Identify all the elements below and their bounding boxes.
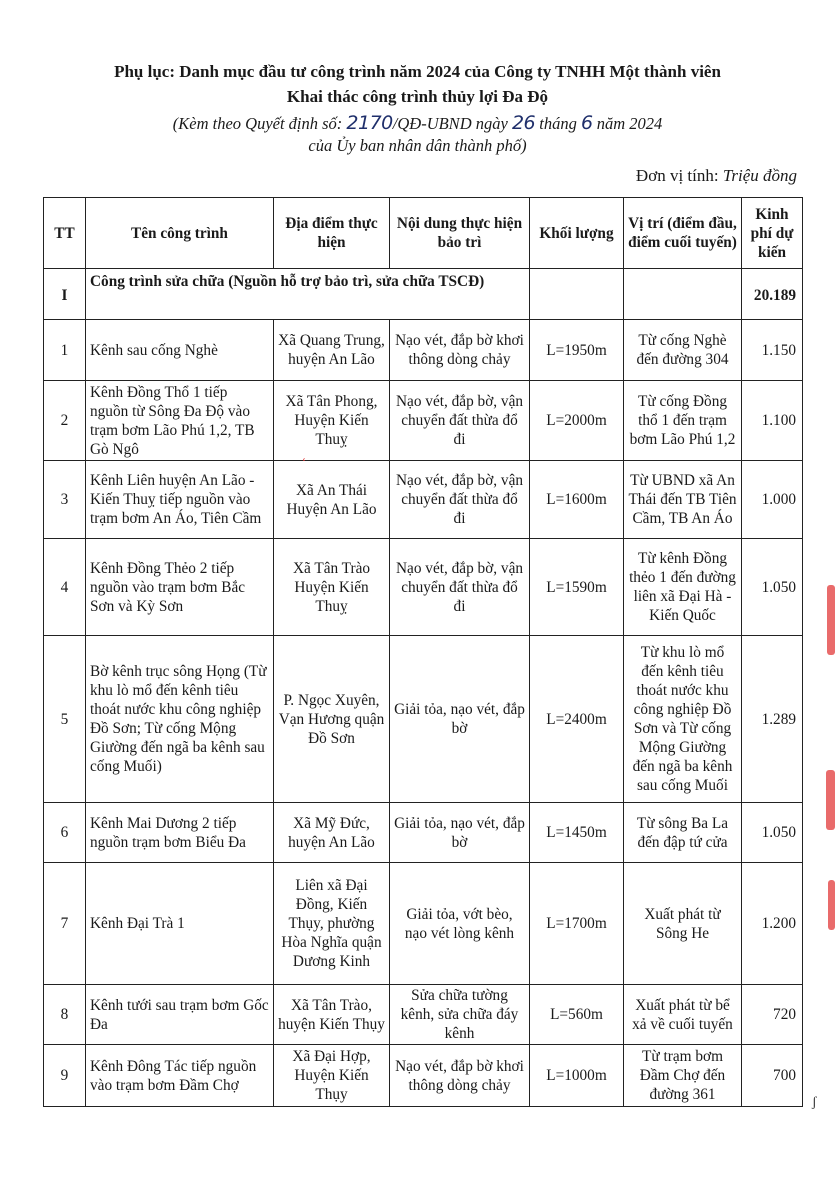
table-row <box>44 381 803 461</box>
cell-location: P. Ngọc Xuyên, Vạn Hương quận Đồ Sơn <box>274 636 390 803</box>
red-scan-mark: ʻ <box>302 455 306 469</box>
subtitle-line-2: của Ủy ban nhân dân thành phố) <box>308 136 527 155</box>
section-position <box>624 269 742 320</box>
cell-tt: 6 <box>44 803 86 863</box>
cell-tt: 5 <box>44 636 86 803</box>
cell-position: Từ cống Đồng thổ 1 đến trạm bơm Lão Phú 1,2 <box>624 381 742 461</box>
cell-volume: L=2000m <box>530 381 624 461</box>
cell-tt: 9 <box>44 1045 86 1107</box>
cell-position: Từ sông Ba La đến đập tứ cửa <box>624 803 742 863</box>
cell-volume: L=1000m <box>530 1045 624 1107</box>
cell-tt: 3 <box>44 461 86 539</box>
cell-name: Kênh Đông Tác tiếp nguồn vào trạm bơm Đầm Chợ <box>86 1045 274 1107</box>
cell-content: Nạo vét, đắp bờ khơi thông dòng chảy <box>390 1045 530 1107</box>
section-tt: I <box>44 269 86 320</box>
section-amount: 20.189 <box>742 269 803 320</box>
cell-position: Xuất phát từ Sông He <box>624 863 742 985</box>
cell-content: Sửa chữa tường kênh, sửa chữa đáy kênh <box>390 985 530 1045</box>
scan-mark: ʃ <box>812 1095 817 1110</box>
table-row <box>44 636 803 803</box>
cell-position: Từ trạm bơm Đầm Chợ đến đường 361 <box>624 1045 742 1107</box>
col-header-volume: Khối lượng <box>530 198 624 269</box>
cell-cost: 1.200 <box>742 863 803 985</box>
cell-cost: 1.150 <box>742 320 803 381</box>
table-row <box>44 461 803 539</box>
cell-position: Từ cống Nghè đến đường 304 <box>624 320 742 381</box>
cell-name: Kênh tưới sau trạm bơm Gốc Đa <box>86 985 274 1045</box>
cell-volume: L=1700m <box>530 863 624 985</box>
col-header-location: Địa điểm thực hiện <box>274 198 390 269</box>
cell-name: Kênh Đồng Thổ 1 tiếp nguồn từ Sông Đa Độ vào trạm bơm Lão Phú 1,2, TB Gò Ngô <box>86 381 274 461</box>
table-row <box>44 863 803 985</box>
cell-location: Xã Quang Trung, huyện An Lão <box>274 320 390 381</box>
cell-name: Kênh sau cống Nghè <box>86 320 274 381</box>
col-header-tt: TT <box>44 198 86 269</box>
section-volume <box>530 269 624 320</box>
decision-day: 26 <box>511 112 536 134</box>
cell-name: Bờ kênh trục sông Họng (Từ khu lò mổ đến kênh tiêu thoát nước khu công nghiệp Đồ Sơn; Từ cống Mộng Giường đến ngã ba kênh sau cống Muối) <box>86 636 274 803</box>
cell-content: Nạo vét, đắp bờ khơi thông dòng chảy <box>390 320 530 381</box>
section-row <box>44 269 803 320</box>
unit-prefix: Đơn vị tính: <box>635 166 723 185</box>
cell-content: Nạo vét, đắp bờ, vận chuyển đất thừa đổ đi <box>390 381 530 461</box>
cell-cost: 1.050 <box>742 803 803 863</box>
cell-volume: L=1590m <box>530 539 624 636</box>
unit-label <box>636 166 797 186</box>
cell-location: Xã Tân Trào Huyện Kiến Thuỵ <box>274 539 390 636</box>
cell-position: Xuất phát từ bể xả về cuối tuyến <box>624 985 742 1045</box>
red-seal-edge <box>826 770 835 830</box>
cell-volume: L=1600m <box>530 461 624 539</box>
cell-location: Xã Mỹ Đức, huyện An Lão <box>274 803 390 863</box>
cell-cost: 1.050 <box>742 539 803 636</box>
cell-name: Kênh Liên huyện An Lão - Kiến Thuỵ tiếp nguồn vào trạm bơm An Áo, Tiên Cầm <box>86 461 274 539</box>
cell-location: Xã Đại Hợp, Huyện Kiến Thụy <box>274 1045 390 1107</box>
table-row <box>44 803 803 863</box>
cell-name: Kênh Đồng Thẻo 2 tiếp nguồn vào trạm bơm Bắc Sơn và Kỳ Sơn <box>86 539 274 636</box>
subtitle-suffix: năm 2024 <box>592 114 663 133</box>
cell-tt: 7 <box>44 863 86 985</box>
col-header-position: Vị trí (điểm đầu, điểm cuối tuyến) <box>624 198 742 269</box>
red-seal-edge <box>827 585 835 655</box>
title-line-2: Khai thác công trình thủy lợi Đa Độ <box>286 87 549 106</box>
col-header-cost: Kinh phí dự kiến <box>742 198 803 269</box>
title-line-1: Phụ lục: Danh mục đầu tư công trình năm 2024 của Công ty TNHH Một thành viên <box>114 62 721 81</box>
cell-position: Từ khu lò mổ đến kênh tiêu thoát nước khu công nghiệp Đồ Sơn và Từ cống Mộng Giường đến ngã ba kênh sau cống Muối <box>624 636 742 803</box>
cell-location: Xã An Thái Huyện An Lão <box>274 461 390 539</box>
cell-volume: L=1450m <box>530 803 624 863</box>
table-row <box>44 985 803 1045</box>
unit-value: Triệu đồng <box>722 166 797 185</box>
table-row <box>44 539 803 636</box>
cell-volume: L=1950m <box>530 320 624 381</box>
cell-tt: 4 <box>44 539 86 636</box>
cell-volume: L=2400m <box>530 636 624 803</box>
decision-month: 6 <box>580 112 593 134</box>
red-seal-edge <box>828 880 835 930</box>
cell-tt: 1 <box>44 320 86 381</box>
cell-content: Nạo vét, đắp bờ, vận chuyển đất thừa đổ đi <box>390 539 530 636</box>
investment-table <box>43 197 803 1107</box>
cell-cost: 1.289 <box>742 636 803 803</box>
cell-position: Từ UBND xã An Thái đến TB Tiên Cầm, TB An Áo <box>624 461 742 539</box>
cell-cost: 1.100 <box>742 381 803 461</box>
cell-volume: L=560m <box>530 985 624 1045</box>
col-header-name: Tên công trình <box>86 198 274 269</box>
col-header-content: Nội dung thực hiện bảo trì <box>390 198 530 269</box>
subtitle-prefix: (Kèm theo Quyết định số: <box>172 114 347 133</box>
cell-name: Kênh Mai Dương 2 tiếp nguồn trạm bơm Biểu Đa <box>86 803 274 863</box>
section-name: Công trình sửa chữa (Nguồn hỗ trợ bảo trì, sửa chữa TSCĐ) <box>86 269 530 320</box>
cell-location: Xã Tân Trào, huyện Kiến Thụy <box>274 985 390 1045</box>
cell-name: Kênh Đại Trà 1 <box>86 863 274 985</box>
cell-content: Nạo vét, đắp bờ, vận chuyển đất thừa đổ đi <box>390 461 530 539</box>
decision-number: 2170 <box>346 112 393 134</box>
subtitle-line-1 <box>0 112 835 134</box>
cell-cost: 720 <box>742 985 803 1045</box>
cell-content: Giải tỏa, nạo vét, đắp bờ <box>390 803 530 863</box>
cell-cost: 700 <box>742 1045 803 1107</box>
cell-location: Xã Tân Phong, Huyện Kiến Thuỵ <box>274 381 390 461</box>
cell-content: Giải tỏa, nạo vét, đắp bờ <box>390 636 530 803</box>
cell-cost: 1.000 <box>742 461 803 539</box>
cell-location: Liên xã Đại Đồng, Kiến Thụy, phường Hòa Nghĩa quận Dương Kinh <box>274 863 390 985</box>
table-row <box>44 1045 803 1107</box>
subtitle-mid-1: /QĐ-UBND ngày <box>392 114 512 133</box>
cell-tt: 2 <box>44 381 86 461</box>
cell-content: Giải tỏa, vớt bèo, nạo vét lòng kênh <box>390 863 530 985</box>
table-header-row <box>44 198 803 269</box>
cell-position: Từ kênh Đồng thẻo 1 đến đường liên xã Đại Hà - Kiến Quốc <box>624 539 742 636</box>
cell-tt: 8 <box>44 985 86 1045</box>
subtitle-mid-2: tháng <box>535 114 581 133</box>
table-row <box>44 320 803 381</box>
